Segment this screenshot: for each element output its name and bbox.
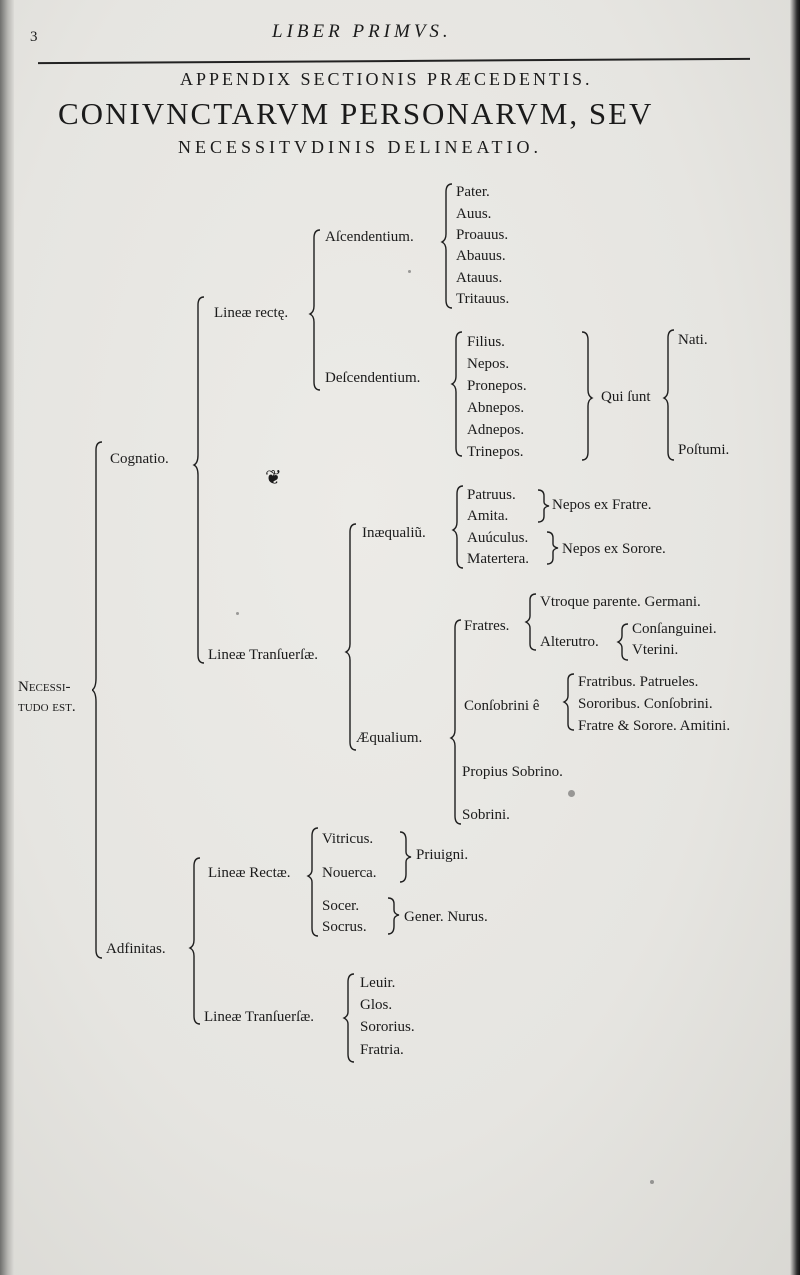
inaequalium-item: Matertera.: [467, 551, 530, 567]
bracket-cognatio: [192, 295, 208, 665]
bracket-recta: [308, 228, 324, 393]
running-head: LIBER PRIMVS.: [272, 21, 452, 42]
bracket-socer-socrus: [386, 896, 402, 936]
bracket-alterutro: [616, 622, 632, 662]
bracket-descendentium-close: [578, 330, 594, 464]
bracket-inaequalium: [451, 484, 467, 572]
ascendentium-label: Aſcendentium.: [325, 229, 414, 245]
page-edge-shadow: [790, 0, 800, 1275]
adfinitas-transversa-item: Glos.: [360, 997, 393, 1013]
transversa-label: Lineæ Tranſuerſæ.: [208, 647, 319, 663]
gener-nurus-label: Gener. Nurus.: [404, 909, 488, 925]
bracket-transversa: [344, 522, 360, 754]
descendentium-item: Abnepos.: [467, 400, 525, 416]
nepos-ex-fratre-label: Nepos ex Fratre.: [552, 497, 652, 513]
descendentium-item: Filius.: [467, 334, 505, 350]
bracket-root: [92, 440, 108, 960]
adfinitas-transversa-item: Leuir.: [360, 975, 396, 991]
sobrini-label: Sobrini.: [462, 807, 510, 823]
recta-label: Lineæ rectę.: [214, 305, 289, 321]
qui-sunt-label: Qui ſunt: [601, 389, 651, 405]
bracket-vitricus-nouerca: [398, 830, 414, 884]
inaequalium-label: Inæqualiũ.: [362, 525, 426, 541]
vtroque-parente-label: Vtroque parente. Germani.: [540, 594, 701, 610]
bracket-aequalium: [449, 618, 465, 828]
vterini-label: Vterini.: [632, 642, 679, 658]
vitricus-label: Vitricus.: [322, 831, 374, 847]
aequalium-label: Æqualium.: [356, 730, 423, 746]
bracket-adfinitas-transversa: [342, 972, 358, 1064]
bracket-consobrini: [562, 672, 578, 734]
nati-label: Nati.: [678, 332, 708, 348]
priuigni-label: Priuigni.: [416, 847, 469, 863]
socrus-label: Socrus.: [322, 919, 367, 935]
ascendentium-item: Auus.: [456, 206, 492, 222]
inaequalium-item: Amita.: [467, 508, 509, 524]
bracket-fratres: [524, 592, 540, 654]
ascendentium-item: Atauus.: [456, 270, 503, 286]
descendentium-item: Adnepos.: [467, 422, 525, 438]
title-line-1: APPENDIX SECTIONIS PRÆCEDENTIS.: [180, 69, 593, 89]
adfinitas-recta-label: Lineæ Rectæ.: [208, 865, 291, 881]
bracket-adfinitas: [188, 856, 204, 1028]
fleuron-ornament: ❦: [265, 467, 282, 489]
bracket-patruus-amita: [536, 488, 552, 524]
root-label-line-1: Necessi-: [18, 679, 71, 695]
descendentium-item: Nepos.: [467, 356, 510, 372]
bracket-descendentium: [450, 330, 466, 460]
adfinitas-transversa-label: Lineæ Tranſuerſæ.: [204, 1009, 315, 1025]
adfinitas-label: Adfinitas.: [106, 941, 166, 957]
consobrini-label: Conſobrini ê: [464, 698, 540, 714]
ascendentium-item: Proauus.: [456, 227, 509, 243]
nouerca-label: Nouerca.: [322, 865, 377, 881]
inaequalium-item: Patruus.: [467, 487, 516, 503]
ascendentium-item: Abauus.: [456, 248, 506, 264]
bracket-adfinitas-recta: [306, 826, 322, 940]
ink-speck: [568, 790, 575, 797]
bracket-qui-sunt: [662, 328, 678, 464]
ink-speck: [650, 1180, 654, 1184]
nepos-ex-sorore-label: Nepos ex Sorore.: [562, 541, 666, 557]
ascendentium-item: Pater.: [456, 184, 490, 200]
descendentium-label: Deſcendentium.: [325, 370, 421, 386]
bracket-ascendentium: [440, 182, 456, 312]
socer-label: Socer.: [322, 898, 360, 914]
ink-speck: [236, 612, 239, 615]
fratres-label: Fratres.: [464, 618, 510, 634]
alterutro-label: Alterutro.: [540, 634, 599, 650]
adfinitas-transversa-item: Sororius.: [360, 1019, 415, 1035]
consobrini-item: Sororibus. Conſobrini.: [578, 696, 713, 712]
cognatio-label: Cognatio.: [110, 451, 169, 467]
propius-sobrino-label: Propius Sobrino.: [462, 764, 563, 780]
adfinitas-transversa-item: Fratria.: [360, 1042, 404, 1058]
descendentium-item: Trinepos.: [467, 444, 524, 460]
title-line-2: CONIVNCTARVM PERSONARVM, SEV: [58, 96, 654, 131]
page-gutter-shadow: [0, 0, 14, 1275]
page-number: 3: [30, 29, 38, 45]
consanguinei-label: Conſanguinei.: [632, 621, 717, 637]
postumi-label: Poſtumi.: [678, 442, 730, 458]
descendentium-item: Pronepos.: [467, 378, 527, 394]
inaequalium-item: Auúculus.: [467, 530, 529, 546]
consobrini-item: Fratre & Sorore. Amitini.: [578, 718, 731, 734]
ink-speck: [408, 270, 411, 273]
title-line-3: NECESSITVDINIS DELINEATIO.: [178, 137, 542, 157]
bracket-auunculus-matertera: [545, 530, 561, 566]
ascendentium-item: Tritauus.: [456, 291, 510, 307]
consobrini-item: Fratribus. Patrueles.: [578, 674, 699, 690]
root-label-line-2: tudo est.: [18, 699, 76, 715]
